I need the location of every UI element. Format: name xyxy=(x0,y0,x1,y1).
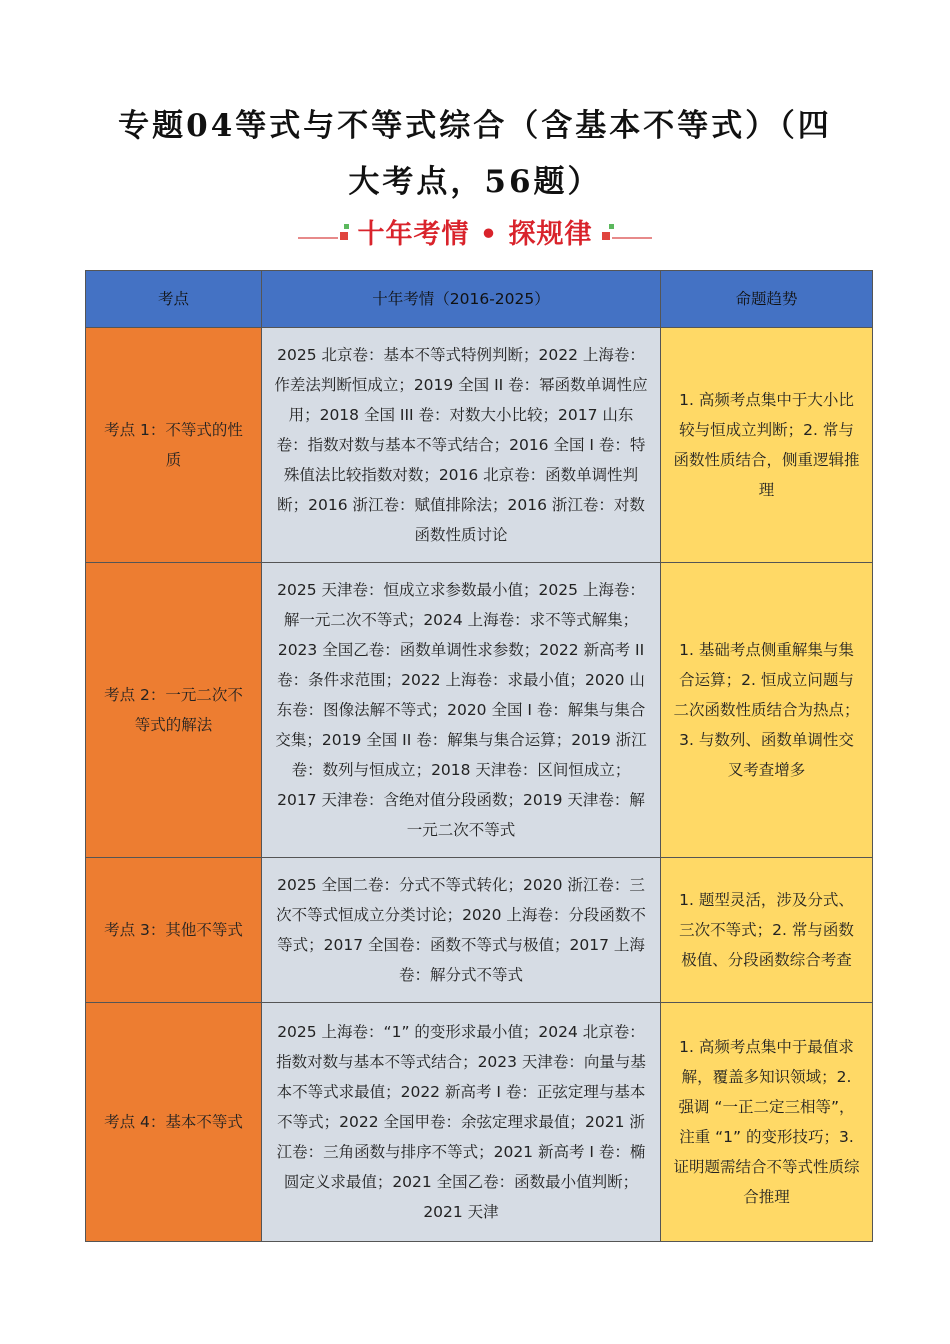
banner-square-icon xyxy=(602,232,610,240)
trend-cell: 1. 高频考点集中于大小比较与恒成立判断；2. 常与函数性质结合，侧重逻辑推理 xyxy=(661,328,873,563)
banner-square-icon xyxy=(609,224,614,229)
page-title xyxy=(60,98,890,210)
table-row xyxy=(86,328,873,563)
history-cell: 2025 上海卷：“1” 的变形求最小值；2024 北京卷：指数对数与基本不等式结合；2023 天津卷：向量与基本不等式求最值；2022 新高考 I 卷：正弦定理与基本不等式；2022 全国甲卷：余弦定理求最值；2021 浙江卷：三角函数与排序不等式；2021 新高考 I 卷：椭圆定义求最值；2021 全国乙卷：函数最小值判断；2021 天津 xyxy=(262,1003,661,1242)
history-cell: 2025 北京卷：基本不等式特例判断；2022 上海卷：作差法判断恒成立；2019 全国 II 卷：幂函数单调性应用；2018 全国 III 卷：对数大小比较；2017 山东卷：指数对数与基本不等式结合；2016 全国 I 卷：特殊值法比较指数对数；2016 北京卷：函数单调性判断；2016 浙江卷：赋值排除法；2016 浙江卷：对数函数性质讨论 xyxy=(262,328,661,563)
title-line-1: 专题04等式与不等式综合（含基本不等式）（四 xyxy=(118,108,832,144)
section-banner xyxy=(298,210,652,250)
topic-cell: 考点 3：其他不等式 xyxy=(86,858,262,1003)
banner-right-line xyxy=(612,237,652,239)
table-row xyxy=(86,858,873,1003)
table-header-row xyxy=(86,271,873,328)
history-cell: 2025 全国二卷：分式不等式转化；2020 浙江卷：三次不等式恒成立分类讨论；2020 上海卷：分段函数不等式；2017 全国卷：函数不等式与极值；2017 上海卷：解分式不等式 xyxy=(262,858,661,1003)
header-trend: 命题趋势 xyxy=(661,271,873,328)
topic-cell: 考点 2：一元二次不等式的解法 xyxy=(86,563,262,858)
title-line-2: 大考点，56题） xyxy=(348,164,602,200)
table-row xyxy=(86,1003,873,1242)
banner-text: 十年考情 • 探规律 xyxy=(357,219,593,250)
trend-cell: 1. 基础考点侧重解集与集合运算；2. 恒成立问题与二次函数性质结合为热点；3. 与数列、函数单调性交叉考查增多 xyxy=(661,563,873,858)
header-history: 十年考情（2016-2025） xyxy=(262,271,661,328)
topic-cell: 考点 1：不等式的性质 xyxy=(86,328,262,563)
exam-topic-table xyxy=(85,270,873,1242)
trend-cell: 1. 高频考点集中于最值求解，覆盖多知识领域；2. 强调 “一正二定三相等”，注重 “1” 的变形技巧；3. 证明题需结合不等式性质综合推理 xyxy=(661,1003,873,1242)
header-topic: 考点 xyxy=(86,271,262,328)
trend-cell: 1. 题型灵活，涉及分式、三次不等式；2. 常与函数极值、分段函数综合考查 xyxy=(661,858,873,1003)
history-cell: 2025 天津卷：恒成立求参数最小值；2025 上海卷：解一元二次不等式；2024 上海卷：求不等式解集；2023 全国乙卷：函数单调性求参数；2022 新高考 II 卷：条件求范围；2022 上海卷：求最小值；2020 山东卷：图像法解不等式；2020 全国 I 卷：解集与集合交集；2019 全国 II 卷：解集与集合运算；2019 浙江卷：数列与恒成立；2018 天津卷：区间恒成立；2017 天津卷：含绝对值分段函数；2019 天津卷：解一元二次不等式 xyxy=(262,563,661,858)
topic-cell: 考点 4：基本不等式 xyxy=(86,1003,262,1242)
banner-left-line xyxy=(298,237,338,239)
table-row xyxy=(86,563,873,858)
banner-square-icon xyxy=(340,232,348,240)
